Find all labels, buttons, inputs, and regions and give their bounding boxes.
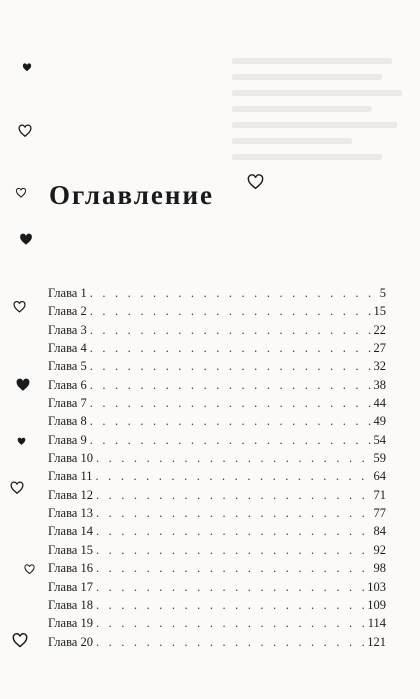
toc-page-number: 77 <box>373 506 386 521</box>
toc-chapter: Глава 4 <box>48 341 87 356</box>
toc-entry[interactable] <box>48 449 386 467</box>
toc-entry[interactable] <box>48 541 386 559</box>
toc-entry[interactable] <box>48 431 386 449</box>
toc-page-number: 109 <box>367 597 386 612</box>
toc-entry[interactable] <box>48 504 386 522</box>
toc-chapter: Глава 8 <box>48 414 87 429</box>
dot-leader <box>90 376 371 394</box>
toc-chapter: Глава 19 <box>48 616 93 631</box>
heart-icon <box>14 188 28 198</box>
dot-leader <box>90 431 371 449</box>
heart-icon <box>19 233 33 246</box>
dot-leader <box>90 284 377 302</box>
dot-leader <box>90 394 371 412</box>
toc-page-number: 32 <box>373 359 386 374</box>
toc-entry[interactable] <box>48 559 386 577</box>
toc-page-number: 15 <box>373 304 386 319</box>
toc-chapter: Глава 16 <box>48 561 93 576</box>
toc-chapter: Глава 18 <box>48 597 93 612</box>
toc-entry[interactable] <box>48 357 386 375</box>
toc-chapter: Глава 11 <box>48 469 93 484</box>
toc-chapter: Глава 3 <box>48 322 87 337</box>
heart-icon <box>24 564 35 575</box>
toc-chapter: Глава 13 <box>48 506 93 521</box>
toc-entry[interactable] <box>48 394 386 412</box>
heart-icon <box>10 480 24 496</box>
dot-leader <box>96 522 371 540</box>
dot-leader <box>96 449 371 467</box>
show-through-text <box>232 58 402 170</box>
toc-page-number: 22 <box>373 322 386 337</box>
dot-leader <box>96 596 364 614</box>
dot-leader <box>96 486 371 504</box>
table-of-contents <box>48 284 386 651</box>
toc-chapter: Глава 1 <box>48 286 87 300</box>
dot-leader <box>96 467 371 485</box>
dot-leader <box>96 541 371 559</box>
toc-entry[interactable] <box>48 633 386 651</box>
dot-leader <box>90 357 371 375</box>
toc-entry[interactable] <box>48 376 386 394</box>
toc-chapter: Глава 10 <box>48 451 93 466</box>
toc-page-number: 92 <box>373 542 386 557</box>
toc-entry[interactable] <box>48 467 386 485</box>
toc-page-number: 103 <box>367 579 386 594</box>
toc-entry[interactable] <box>48 284 386 302</box>
dot-leader <box>96 614 365 632</box>
dot-leader <box>96 504 371 522</box>
toc-page-number: 121 <box>367 634 386 649</box>
toc-page-number: 84 <box>373 524 386 539</box>
dot-leader <box>90 321 371 339</box>
toc-page-number: 64 <box>373 469 386 484</box>
toc-entry[interactable] <box>48 321 386 339</box>
heart-icon <box>22 63 32 72</box>
toc-entry[interactable] <box>48 339 386 357</box>
dot-leader <box>96 633 364 651</box>
toc-page-number: 98 <box>373 561 386 576</box>
heart-icon <box>247 174 264 190</box>
toc-page-number: 71 <box>373 487 386 502</box>
heart-icon <box>13 301 26 313</box>
page-title: Оглавление <box>49 180 214 210</box>
toc-entry[interactable] <box>48 614 386 632</box>
heart-icon <box>17 437 26 446</box>
toc-page-number: 44 <box>373 396 386 411</box>
toc-chapter: Глава 7 <box>48 396 87 411</box>
dot-leader <box>96 559 371 577</box>
heart-icon <box>18 124 32 138</box>
toc-entry[interactable] <box>48 578 386 596</box>
toc-page-number: 5 <box>379 286 386 300</box>
toc-page-number: 114 <box>367 616 386 631</box>
heart-icon <box>15 378 31 392</box>
toc-page-number: 59 <box>373 451 386 466</box>
toc-chapter: Глава 15 <box>48 542 93 557</box>
toc-page-number: 49 <box>373 414 386 429</box>
toc-chapter: Глава 6 <box>48 377 87 392</box>
toc-entry[interactable] <box>48 302 386 320</box>
toc-entry[interactable] <box>48 596 386 614</box>
dot-leader <box>96 578 364 596</box>
dot-leader <box>90 412 371 430</box>
toc-page-number: 54 <box>373 432 386 447</box>
toc-chapter: Глава 5 <box>48 359 87 374</box>
toc-page-number: 38 <box>373 377 386 392</box>
toc-entry[interactable] <box>48 522 386 540</box>
toc-entry[interactable] <box>48 412 386 430</box>
toc-chapter: Глава 12 <box>48 487 93 502</box>
dot-leader <box>90 339 371 357</box>
dot-leader <box>90 302 371 320</box>
heart-icon <box>12 632 28 649</box>
toc-chapter: Глава 9 <box>48 432 87 447</box>
toc-chapter: Глава 17 <box>48 579 93 594</box>
toc-chapter: Глава 2 <box>48 304 87 319</box>
toc-page-number: 27 <box>373 341 386 356</box>
toc-chapter: Глава 20 <box>48 634 93 649</box>
toc-entry[interactable] <box>48 486 386 504</box>
toc-chapter: Глава 14 <box>48 524 93 539</box>
